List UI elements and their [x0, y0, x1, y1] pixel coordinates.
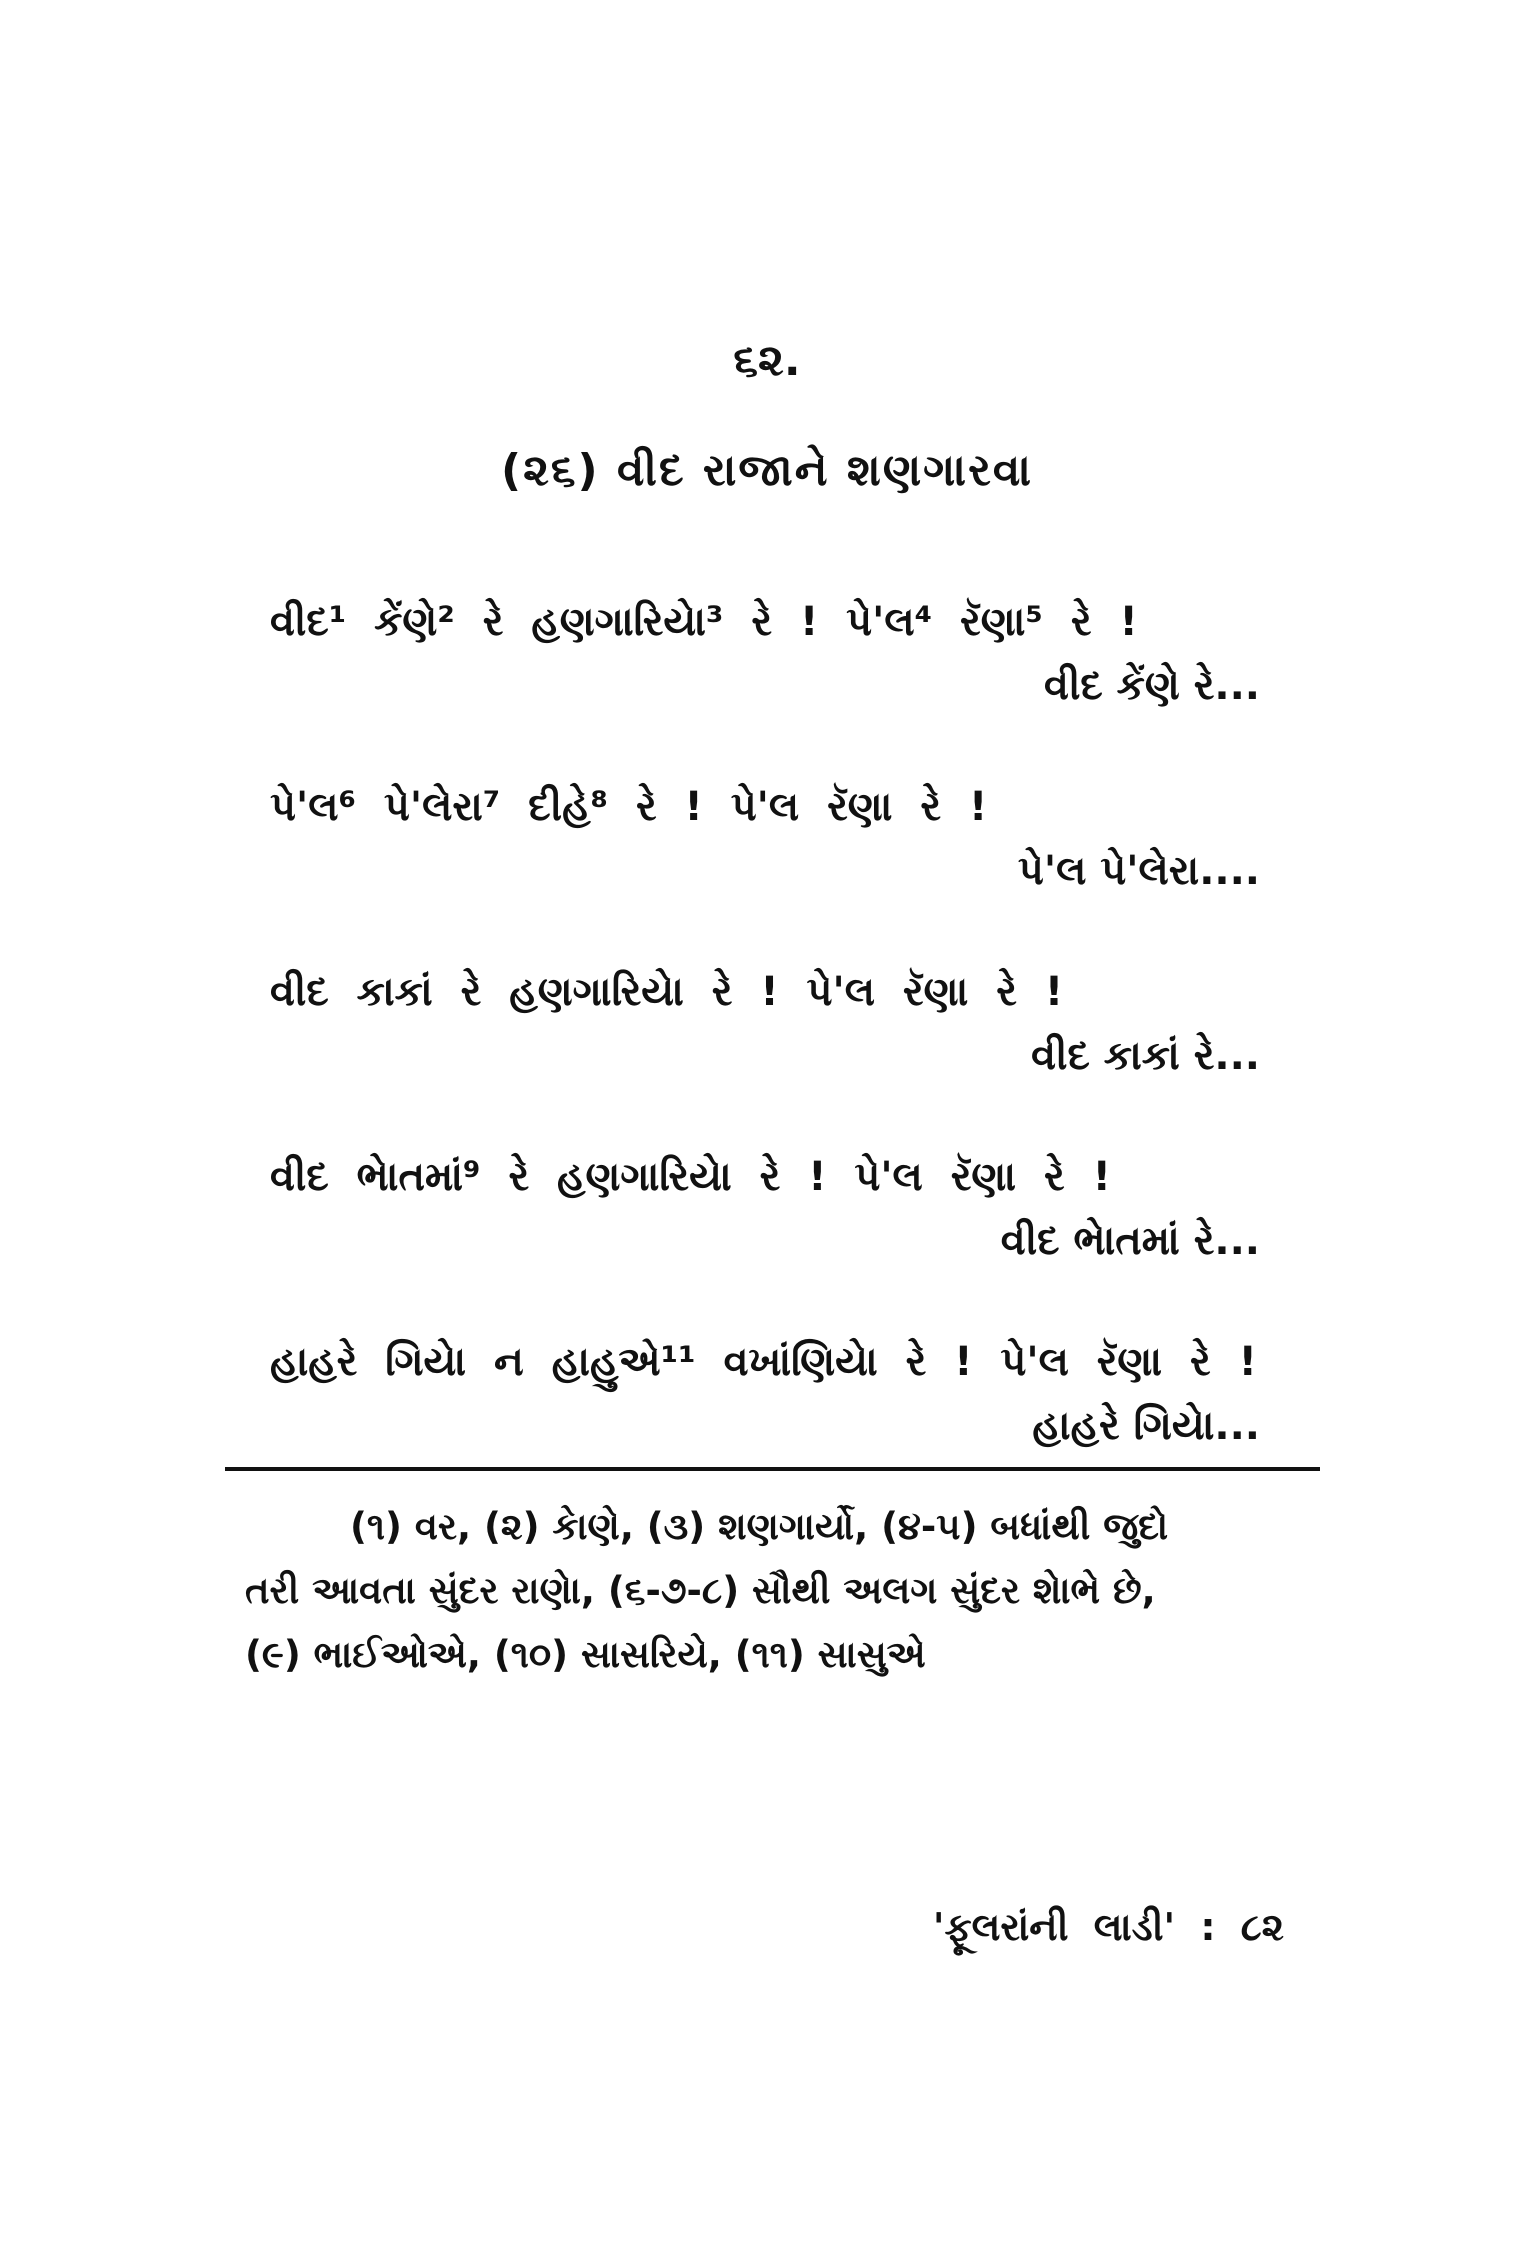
stanza-3: [270, 960, 1260, 1145]
stanza-5: [270, 1330, 1260, 1515]
song-verses: [270, 590, 1260, 1515]
footer-separator: :: [1200, 1905, 1216, 1949]
footnote-line: (૧) વર, (૨) કાેણે, (૩) શણગાર્યો, (૪-૫) બધાંથી જુદો: [350, 1505, 1169, 1548]
footnotes: [245, 1495, 1320, 1687]
footer-book-title: 'ફૂલરાંની લાડી': [932, 1905, 1176, 1949]
verse-line: વીદ કાકાં રે હણગારિયેા રે ! પે'લ રૅણા રે !: [270, 969, 1064, 1015]
refrain-line: વીદ કેંણે રે...: [1044, 663, 1260, 709]
page-footer: [933, 1905, 1284, 1950]
footnote-divider: [225, 1467, 1320, 1471]
verse-line: વીદ ભાેતમાં⁹ રે હણગારિયેા રે ! પે'લ રૅણા રે !: [270, 1154, 1111, 1200]
refrain-line: વીદ કાકાં રે...: [1031, 1033, 1260, 1079]
page-number: ૬૨.: [733, 335, 801, 386]
verse-line: હાહરે ગિયેા ન હાહુએ¹¹ વખાંણિયેા રે ! પે'લ રૅણા રે !: [270, 1339, 1257, 1385]
footer-page-number: ૮૨: [1240, 1905, 1284, 1949]
verse-line: વીદ¹ કેંણે² રે હણગારિયેા³ રે ! પે'લ⁴ રૅણા⁵ રે !: [270, 599, 1138, 645]
refrain-line: વીદ ભાેતમાં રે...: [1000, 1218, 1260, 1264]
song-title: (૨૬) વીદ રાજાને શણગારવા: [500, 445, 1034, 496]
footnote-line: (૯) ભાઈઓએ, (૧૦) સાસરિયે, (૧૧) સાસુએ: [245, 1633, 926, 1676]
refrain-line: હાહરે ગિયેા...: [1032, 1403, 1260, 1449]
stanza-1: [270, 590, 1260, 775]
refrain-line: પે'લ પે'લેરા....: [1017, 848, 1260, 894]
stanza-4: [270, 1145, 1260, 1330]
stanza-2: [270, 775, 1260, 960]
verse-line: પે'લ⁶ પે'લેરા⁷ દીહે⁸ રે ! પે'લ રૅણા રે !: [270, 784, 988, 830]
footnote-line: તરી આવતા સુંદર રાણેા, (૬-૭-૮) સૌથી અલગ સુંદર શાેભે છે,: [245, 1569, 1156, 1612]
